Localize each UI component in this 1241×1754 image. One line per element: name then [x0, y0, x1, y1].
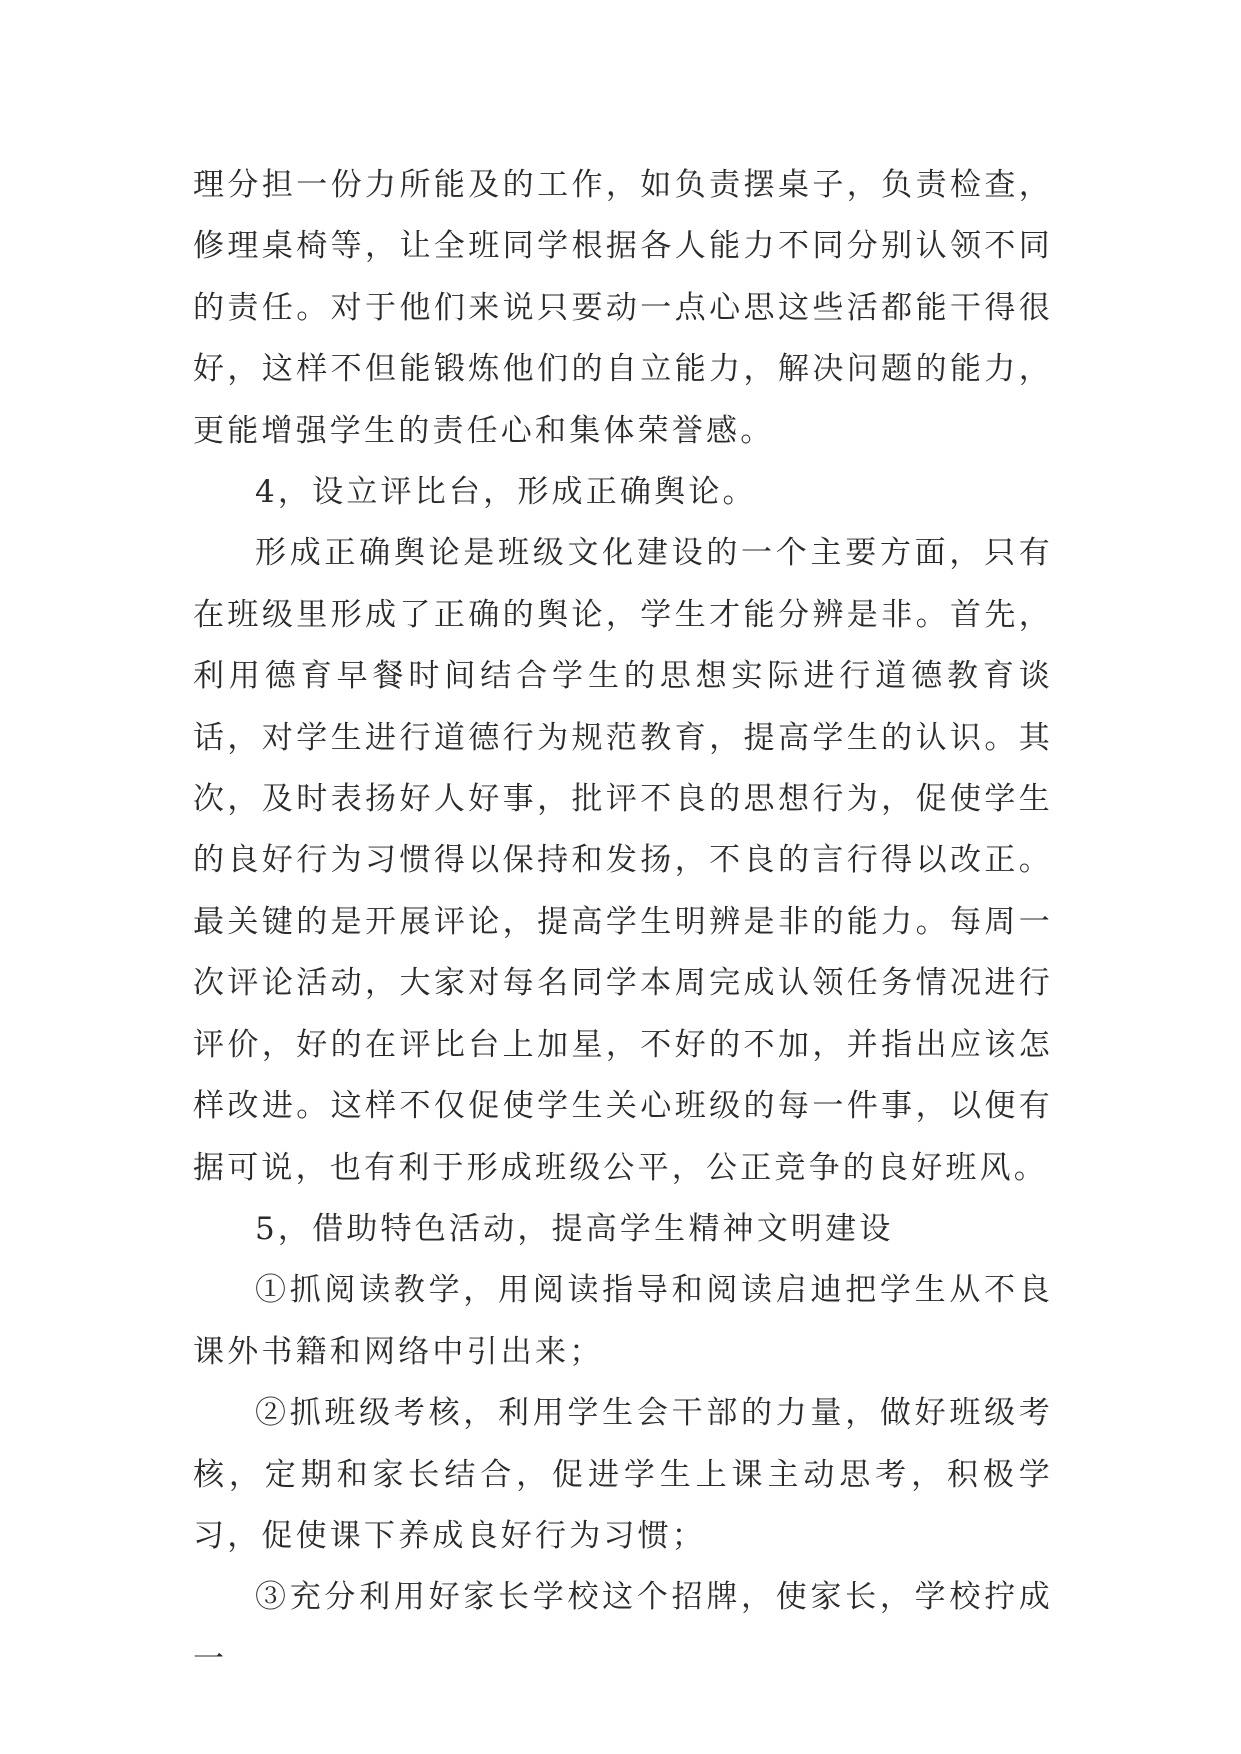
list-item-assessment: ②抓班级考核，利用学生会干部的力量，做好班级考核，定期和家长结合，促进学生上课主动思考，积极学习，促使课下养成良好行为习惯；: [193, 1395, 1053, 1554]
paragraph-public-opinion: 形成正确舆论是班级文化建设的一个主要方面，只有在班级里形成了正确的舆论，学生才能分辨是非。首先，利用德育早餐时间结合学生的思想实际进行道德教育谈话，对学生进行道德行为规范教育，提高学生的认识。其次，及时表扬好人好事，批评不良的思想行为，促使学生的良好行为习惯得以保持和发扬，不良的言行得以改正。最关键的是开展评论，提高学生明辨是非的能力。每周一次评论活动，大家对每名同学本周完成认领任务情况进行评价，好的在评比台上加星，不好的不加，并指出应该怎样改进。这样不仅促使学生关心班级的每一件事，以便有据可说，也有利于形成班级公平，公正竞争的良好班风。: [193, 535, 1053, 1186]
section-heading-4: 4，设立评比台，形成正确舆论。: [255, 474, 757, 511]
list-item-reading: ①抓阅读教学，用阅读指导和阅读启迪把学生从不良课外书籍和网络中引出来；: [193, 1272, 1053, 1370]
paragraph-continued: 理分担一份力所能及的工作，如负责摆桌子，负责检查，修理桌椅等，让全班同学根据各人能力不同分别认领不同的责任。对于他们来说只要动一点心思这些活都能干得很好，这样不但能锻炼他们的自立能力，解决问题的能力，更能增强学生的责任心和集体荣誉感。: [193, 167, 1053, 449]
section-heading-5: 5，借助特色活动，提高学生精神文明建设: [255, 1210, 894, 1247]
document-body: [193, 155, 1053, 1690]
list-item-parent-school: ③充分利用好家长学校这个招牌，使家长，学校拧成一: [193, 1579, 1053, 1677]
